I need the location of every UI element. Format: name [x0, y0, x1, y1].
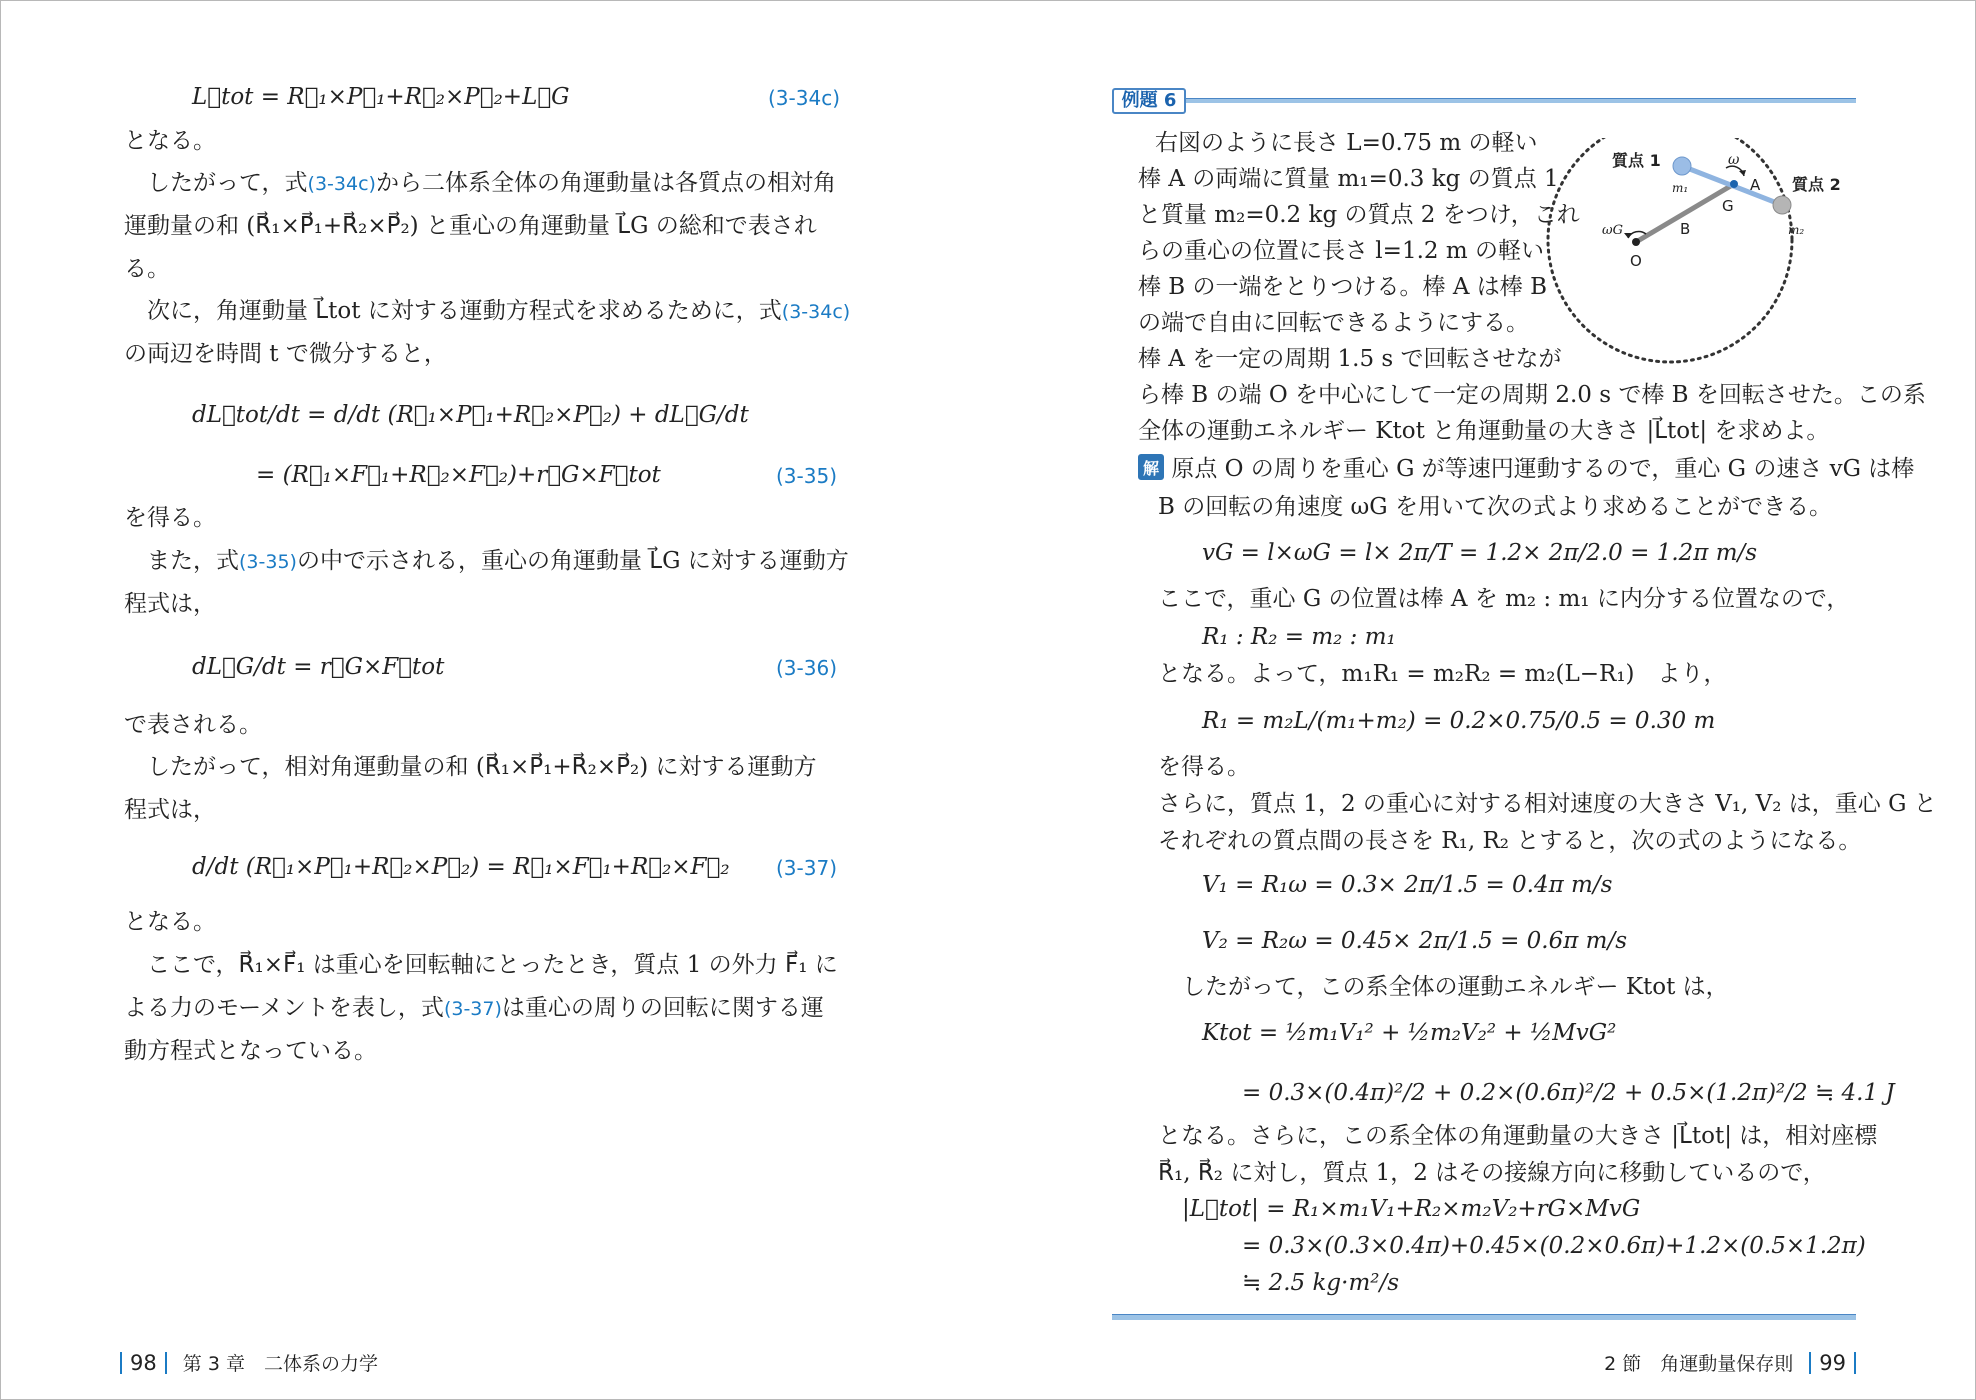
problem-line: 棒 B の一端をとりつける。棒 A は棒 B: [1138, 274, 1547, 300]
problem-line: の端で自由に回転できるようにする。: [1138, 310, 1529, 336]
text-line: したがって，相対角運動量の和 (R⃗₁×P⃗₁+R⃗₂×P⃗₂) に対する運動方: [124, 754, 817, 780]
example-header-rule: [1186, 98, 1856, 103]
right-footer: [1604, 1349, 1856, 1376]
text-line: ここで，R⃗₁×F⃗₁ は重心を回転軸にとったとき，質点 1 の外力 F⃗₁ に: [124, 952, 838, 978]
equation-reference[interactable]: (3-37): [443, 998, 502, 1020]
equation-reference[interactable]: (3-34c): [307, 173, 376, 195]
solution-line: となる。よって，m₁R₁ = m₂R₂ = m₂(L−R₁) より，: [1158, 661, 1727, 687]
text-line: また，式(3-35)の中で示される，重心の角運動量 L⃗G に対する運動方: [124, 548, 849, 574]
text-line: 程式は，: [124, 591, 216, 617]
page-number: 99: [1819, 1351, 1846, 1375]
equation-number-3-35: (3-35): [776, 464, 837, 488]
problem-line: 棒 A を一定の周期 1.5 s で回転させなが: [1138, 346, 1562, 372]
solution-equation: ≒ 2.5 kg·m²/s: [1242, 1270, 1400, 1296]
equation-number-3-34c: (3-34c): [768, 86, 840, 110]
label-mass-1: 質点 1: [1612, 151, 1661, 170]
solution-line: したがって，この系全体の運動エネルギー Ktot は，: [1182, 974, 1729, 1000]
mass-2: [1773, 196, 1791, 214]
center-of-mass-point: [1730, 180, 1738, 188]
footer-bar: [120, 1352, 122, 1374]
text-line: る。: [124, 256, 170, 282]
solution-line: ここで，重心 G の位置は棒 A を m₂ : m₁ に内分する位置なので，: [1158, 586, 1850, 612]
omega-g-arrowhead-icon: [1624, 233, 1632, 238]
problem-line: 全体の運動エネルギー Ktot と角運動量の大きさ |L⃗tot| を求めよ。: [1138, 418, 1830, 444]
problem-line: ら棒 B の端 O を中心にして一定の周期 2.0 s で棒 B を回転させた。この系: [1138, 382, 1926, 408]
solution-line: となる。さらに，この系全体の角運動量の大きさ |L⃗tot| は，相対座標: [1158, 1123, 1878, 1149]
solution-equation: Ktot = ½m₁V₁² + ½m₂V₂² + ½MvG²: [1202, 1020, 1617, 1046]
diagram-svg: [1544, 138, 1856, 368]
rotating-rods-diagram: [1544, 138, 1856, 368]
solution-badge: 解: [1138, 454, 1164, 480]
right-page: [1112, 0, 1937, 1400]
text-line: 次に，角運動量 L⃗tot に対する運動方程式を求めるために，式(3-34c): [124, 298, 851, 324]
text-line: したがって，式(3-34c)から二体系全体の角運動量は各質点の相対角: [124, 170, 836, 196]
solution-equation: |L⃗tot| = R₁×m₁V₁+R₂×m₂V₂+rG×MvG: [1182, 1196, 1641, 1222]
example-bottom-rule: [1112, 1314, 1856, 1320]
solution-line: を得る。: [1158, 754, 1250, 780]
label-rod-a: A: [1750, 176, 1761, 194]
origin-point: [1632, 238, 1640, 246]
chapter-title: 第 3 章 二体系の力学: [182, 1353, 378, 1375]
equation-number-3-36: (3-36): [776, 656, 837, 680]
footer-bar: [1854, 1352, 1856, 1374]
orbit-circle: [1548, 138, 1792, 362]
equation-reference[interactable]: (3-34c): [781, 301, 851, 323]
equation-3-37: d/dt (R⃗₁×P⃗₁+R⃗₂×P⃗₂) = R⃗₁×F⃗₁+R⃗₂×F⃗₂: [192, 854, 730, 880]
label-origin-o: O: [1630, 252, 1642, 270]
text-line: で表される。: [124, 712, 262, 738]
label-m1: m₁: [1672, 181, 1689, 195]
label-center-g: G: [1722, 197, 1734, 215]
solution-line: R⃗₁, R⃗₂ に対し，質点 1，2 はその接線方向に移動しているので，: [1158, 1160, 1826, 1186]
text-line: 程式は，: [124, 797, 216, 823]
left-footer: [120, 1349, 378, 1376]
label-mass-2: 質点 2: [1792, 175, 1841, 194]
solution-line: さらに，質点 1，2 の重心に対する相対速度の大きさ V₁, V₂ は，重心 G と: [1158, 791, 1937, 817]
footer-bar: [165, 1352, 167, 1374]
label-rod-b: B: [1680, 220, 1691, 238]
text-line: 動方程式となっている。: [124, 1038, 377, 1064]
solution-equation: V₁ = R₁ω = 0.3× 2π/1.5 = 0.4π m/s: [1202, 872, 1613, 898]
problem-line: らの重心の位置に長さ l=1.2 m の軽い: [1138, 238, 1544, 264]
text-line: となる。: [124, 909, 216, 935]
equation-number-3-37: (3-37): [776, 856, 837, 880]
solution-line: それぞれの質点間の長さを R₁, R₂ とすると，次の式のようになる。: [1158, 828, 1862, 854]
equation-3-35-line1: dL⃗tot/dt = d/dt (R⃗₁×P⃗₁+R⃗₂×P⃗₂) + dL⃗G/dt: [192, 402, 749, 428]
text-line: 運動量の和 (R⃗₁×P⃗₁+R⃗₂×P⃗₂) と重心の角運動量 L⃗G の総和で表され: [124, 213, 817, 239]
equation-3-34c: L⃗tot = R⃗₁×P⃗₁+R⃗₂×P⃗₂+L⃗G: [192, 84, 570, 110]
mass-1: [1673, 157, 1691, 175]
solution-equation: V₂ = R₂ω = 0.45× 2π/1.5 = 0.6π m/s: [1202, 928, 1628, 954]
text-line: の両辺を時間 t で微分すると，: [124, 341, 447, 367]
solution-equation: R₁ : R₂ = m₂ : m₁: [1202, 624, 1396, 650]
problem-line: と質量 m₂=0.2 kg の質点 2 をつけ，これ: [1138, 202, 1580, 228]
equation-reference[interactable]: (3-35): [239, 551, 297, 573]
solution-equation: = 0.3×(0.4π)²/2 + 0.2×(0.6π)²/2 + 0.5×(1.2π)²/2 ≒ 4.1 J: [1242, 1080, 1895, 1106]
omega-arrowhead-icon: [1739, 170, 1746, 176]
left-page: [120, 0, 865, 1400]
solution-equation: vG = l×ωG = l× 2π/T = 1.2× 2π/2.0 = 1.2π m/s: [1202, 540, 1758, 566]
text-line: となる。: [124, 128, 216, 154]
problem-line: 右図のように長さ L=0.75 m の軽い: [1132, 130, 1538, 156]
solution-equation: R₁ = m₂L/(m₁+m₂) = 0.2×0.75/0.5 = 0.30 m: [1202, 708, 1716, 734]
solution-equation: = 0.3×(0.3×0.4π)+0.45×(0.2×0.6π)+1.2×(0.5×1.2π): [1242, 1233, 1866, 1259]
solution-line: 解 原点 O の周りを重心 G が等速円運動するので，重心 G の速さ vG は棒: [1138, 454, 1914, 484]
text-line: よる力のモーメントを表し，式(3-37)は重心の周りの回転に関する運: [124, 995, 824, 1021]
equation-3-35-line2: = (R⃗₁×F⃗₁+R⃗₂×F⃗₂)+r⃗G×F⃗tot: [256, 462, 661, 488]
solution-line: B の回転の角速度 ωG を用いて次の式より求めることができる。: [1158, 494, 1832, 520]
page-number: 98: [130, 1351, 157, 1375]
label-m2: m₂: [1788, 223, 1805, 237]
section-title: 2 節 角運動量保存則: [1604, 1353, 1794, 1375]
text-line: を得る。: [124, 505, 216, 531]
footer-bar: [1809, 1352, 1811, 1374]
example-header: [1112, 88, 1856, 114]
label-omega: ω: [1728, 152, 1740, 168]
equation-3-36: dL⃗G/dt = r⃗G×F⃗tot: [192, 654, 445, 680]
problem-line: 棒 A の両端に質量 m₁=0.3 kg の質点 1: [1138, 166, 1559, 192]
example-title: 例題 6: [1112, 88, 1186, 114]
label-omega-g: ωG: [1602, 223, 1623, 238]
